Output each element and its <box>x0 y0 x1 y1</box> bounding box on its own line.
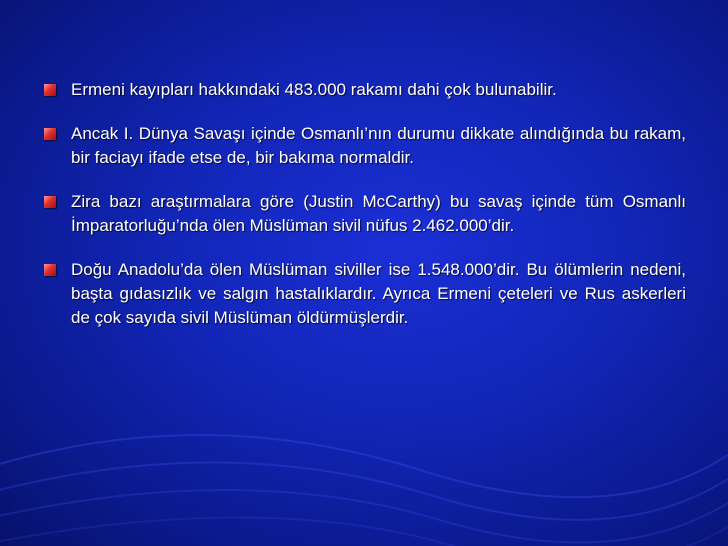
square-bullet-icon <box>44 264 56 276</box>
list-item <box>44 122 686 170</box>
list-item <box>44 258 686 330</box>
bullet-text: Ermeni kayıpları hakkındaki 483.000 rakamı dahi çok bulunabilir. <box>71 80 557 99</box>
bullet-text: Ancak I. Dünya Savaşı içinde Osmanlı’nın durumu dikkate alındığında bu rakam, bir faciayı ifade etse de, bir bakıma normaldir. <box>71 124 686 167</box>
list-item <box>44 78 686 102</box>
bullet-text: Zira bazı araştırmalara göre (Justin McCarthy) bu savaş içinde tüm Osmanlı İmparatorluğu’nda ölen Müslüman sivil nüfus 2.462.000’dir. <box>71 192 686 235</box>
square-bullet-icon <box>44 128 56 140</box>
bullet-text: Doğu Anadolu’da ölen Müslüman siviller ise 1.548.000’dir. Bu ölümlerin nedeni, başta gıdasızlık ve salgın hastalıklardır. Ayrıca Ermeni çeteleri ve Rus askerleri de çok sayıda sivil Müslüman öldürmüşlerdir. <box>71 260 686 327</box>
square-bullet-icon <box>44 196 56 208</box>
square-bullet-icon <box>44 84 56 96</box>
list-item <box>44 190 686 238</box>
bullet-list <box>44 78 686 350</box>
